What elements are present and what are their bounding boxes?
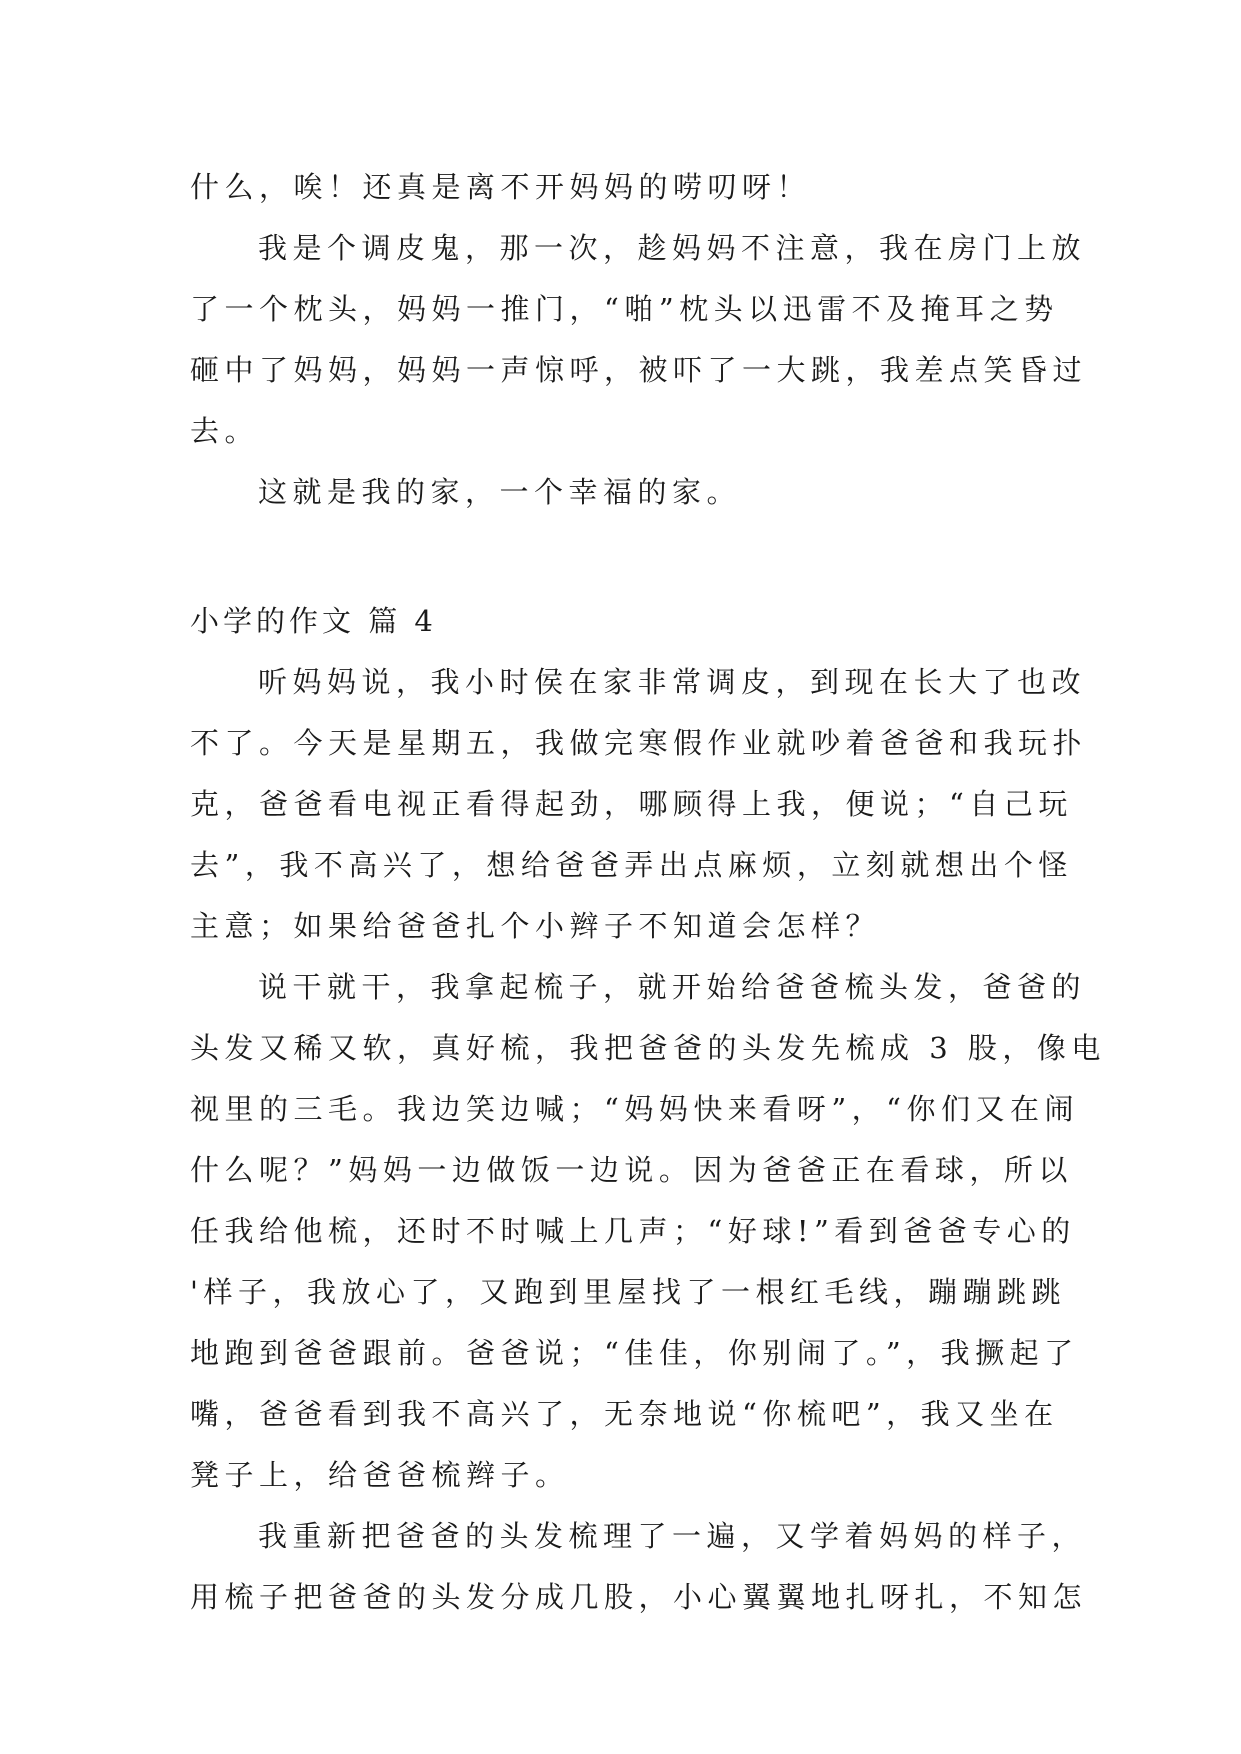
- text-line: 听妈妈说，我小时侯在家非常调皮，到现在长大了也改: [258, 665, 1087, 699]
- paragraph: [190, 218, 1088, 462]
- paragraph: [190, 1506, 1088, 1628]
- text-line: 说干就干，我拿起梳子，就开始给爸爸梳头发，爸爸的: [258, 970, 1087, 1004]
- paragraph: [190, 652, 1088, 957]
- paragraph: [190, 957, 1106, 1506]
- text-line: 什么呢？”妈妈一边做饭一边说。因为爸爸正在看球，所以: [190, 1153, 1073, 1187]
- section-spacer: [190, 523, 1052, 591]
- text-line: 用梳子把爸爸的头发分成几股，小心翼翼地扎呀扎，不知怎: [190, 1580, 1088, 1614]
- section-heading: 小学的作文 篇 4: [190, 604, 437, 638]
- text-line: 砸中了妈妈，妈妈一声惊呼，被吓了一大跳，我差点笑昏过: [190, 353, 1088, 387]
- text-line: 我是个调皮鬼，那一次，趁妈妈不注意，我在房门上放: [258, 231, 1087, 265]
- text-line: 任我给他梳，还时不时喊上几声；“好球!”看到爸爸专心的: [190, 1214, 1076, 1248]
- text-line: 这就是我的家，一个幸福的家。: [258, 475, 742, 509]
- document-body: [190, 157, 1106, 1628]
- text-line: 地跑到爸爸跟前。爸爸说；“佳佳，你别闹了。”，我撅起了: [190, 1336, 1079, 1370]
- text-line: 克，爸爸看电视正看得起劲，哪顾得上我，便说；“自己玩: [190, 787, 1073, 821]
- text-line: 什么，唉！还真是离不开妈妈的唠叨呀！: [190, 170, 812, 204]
- text-line: 去”，我不高兴了，想给爸爸弄出点麻烦，立刻就想出个怪: [190, 848, 1073, 882]
- text-line: 主意；如果给爸爸扎个小辫子不知道会怎样？: [190, 909, 881, 943]
- text-line: 不了。今天是星期五，我做完寒假作业就吵着爸爸和我玩扑: [190, 726, 1088, 760]
- text-line: 凳子上，给爸爸梳辫子。: [190, 1458, 570, 1492]
- text-line: '样子，我放心了，又跑到里屋找了一根红毛线，蹦蹦跳跳: [190, 1275, 1066, 1309]
- paragraph: [190, 157, 1052, 218]
- text-line: 去。: [190, 414, 260, 448]
- paragraph: [190, 462, 1052, 523]
- text-line: 嘴，爸爸看到我不高兴了，无奈地说“你梳吧”，我又坐在: [190, 1397, 1059, 1431]
- text-line: 头发又稀又软，真好梳，我把爸爸的头发先梳成 3 股，像电: [190, 1031, 1106, 1065]
- text-line: 视里的三毛。我边笑边喊；“妈妈快来看呀”，“你们又在闹: [190, 1092, 1079, 1126]
- text-line: 了一个枕头，妈妈一推门，“啪”枕头以迅雷不及掩耳之势: [190, 292, 1059, 326]
- text-line: 我重新把爸爸的头发梳理了一遍，又学着妈妈的样子，: [258, 1519, 1087, 1553]
